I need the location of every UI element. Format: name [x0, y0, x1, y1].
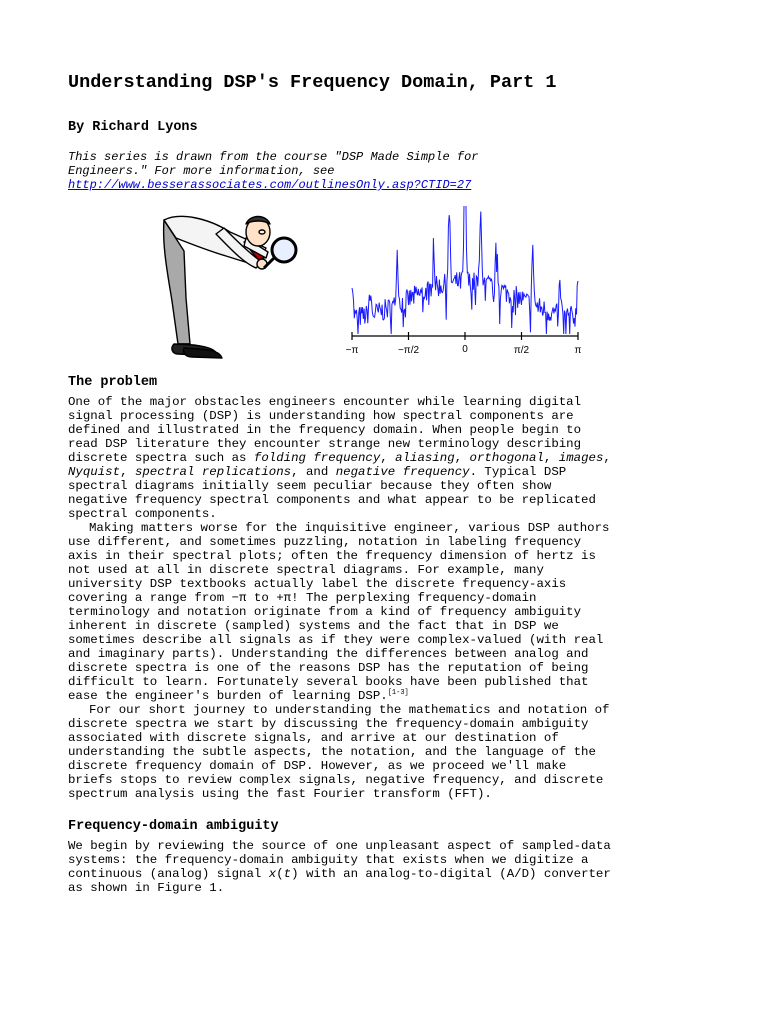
article-title: Understanding DSP's Frequency Domain, Part 1: [68, 72, 557, 93]
spectrum-plot: [346, 206, 582, 356]
hero-illustration: [156, 206, 616, 366]
intro-note: [68, 150, 538, 192]
section-body-problem: [68, 395, 616, 801]
paragraph: We begin by reviewing the source of one unpleasant aspect of sampled-data systems: the frequency-domain ambiguity that exists when we digitize a continuous (analog) signal x(t) with an analog-to-digital (A/D) converter as shown in Figure 1.: [68, 839, 611, 895]
article-author: By Richard Lyons: [68, 120, 198, 135]
tick-label-neg-half-pi: −π/2: [397, 345, 420, 356]
spectrum-trace: [352, 206, 578, 334]
intro-text: This series is drawn from the course "DSP Made Simple for Engineers." For more information, see: [68, 150, 479, 178]
paragraph: For our short journey to understanding the mathematics and notation of discrete spectra we start by discussing the frequency-domain ambiguity associated with discrete signals, and arrive at our destination of understanding the subtle aspects, the notation, and the language of the discrete frequency domain of DSP. However, as we proceed we'll make briefs stops to review complex signals, negative frequency, and discrete spectrum analysis using the fast Fourier transform (FFT).: [68, 703, 610, 801]
paragraph: Making matters worse for the inquisitive engineer, various DSP authors use different, and sometimes puzzling, notation in labeling frequency axis in their spectral plots; often the frequency dimension of hertz is not used at all in discrete spectral diagrams. For example, many university DSP textbooks actually label the discrete frequency-axis covering a range from −π to +π! The perplexing frequency-domain terminology and notation originate from a kind of frequency ambiguity inherent in discrete (sampled) systems and the fact that in DSP we sometimes describe all signals as if they were complex-valued (with real and imaginary parts). Understanding the differences between analog and discrete spectra is one of the reasons DSP has the reputation of being difficult to learn. Fortunately several books have been published that ease the engineer's burden of learning DSP.[1-3]: [68, 521, 610, 703]
engineer-with-magnifier-icon: [164, 216, 296, 358]
section-body-ambiguity: [68, 839, 616, 895]
section-heading-ambiguity: Frequency-domain ambiguity: [68, 819, 279, 834]
tick-label-neg-pi: −π: [345, 345, 359, 356]
reference-marker: [1-3]: [387, 689, 409, 697]
hero-figure: [156, 206, 616, 366]
tick-label-pi: π: [574, 345, 582, 356]
tick-label-zero: 0: [462, 344, 468, 355]
section-heading-problem: The problem: [68, 375, 158, 390]
tick-label-half-pi: π/2: [513, 345, 530, 356]
course-link[interactable]: http://www.besserassociates.com/outlinesOnly.asp?CTID=27: [68, 178, 472, 192]
paragraph: One of the major obstacles engineers encounter while learning digital signal processing (DSP) is understanding how spectral components are defined and illustrated in the frequency domain. When people begin to read DSP literature they encounter strange new terminology describing discrete spectra such as folding frequency, aliasing, orthogonal, images, Nyquist, spectral replications, and negative frequency. Typical DSP spectral diagrams initially seem peculiar because they often show negative frequency spectral components and what appear to be replicated spectral components.: [68, 395, 611, 521]
